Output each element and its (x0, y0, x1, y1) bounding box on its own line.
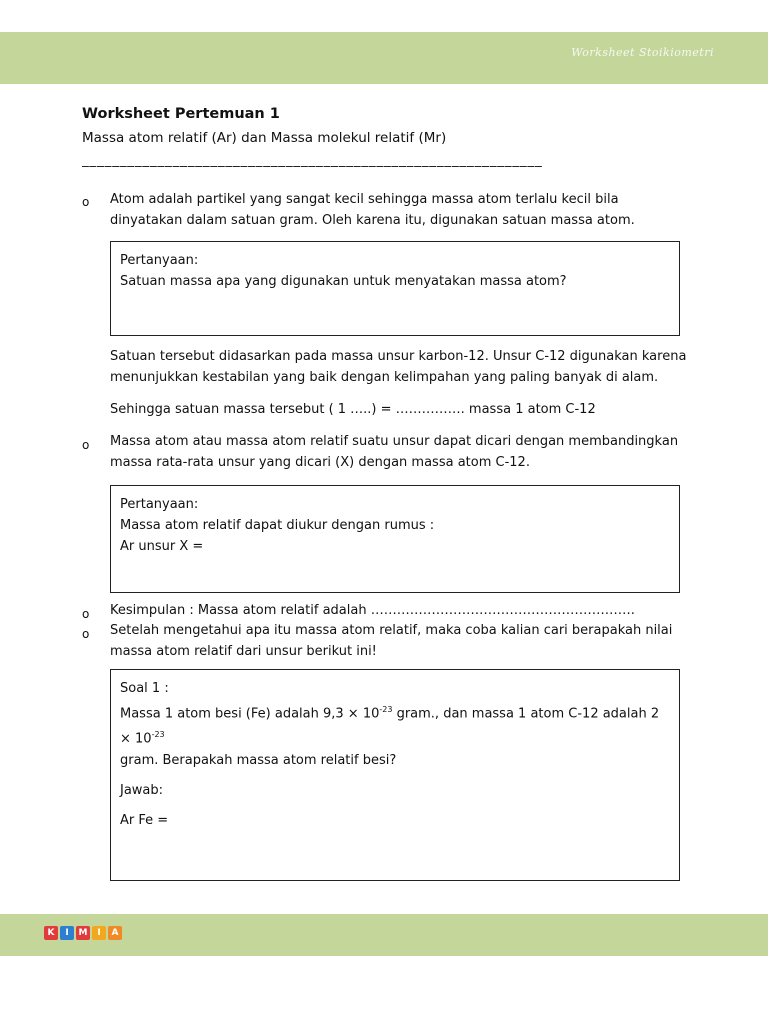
question-box-1-question: Satuan massa apa yang digunakan untuk menyatakan massa atom? (120, 274, 567, 289)
logo-letter: A (108, 926, 122, 940)
exponent-2: -23 (151, 730, 165, 740)
section4-text: Setelah mengetahui apa itu massa atom relatif, maka coba kalian cari berapakah nilai massa atom relatif dari unsur berikut ini! (110, 623, 673, 659)
kimia-logo (44, 926, 122, 940)
separator-line: _____________________________________________________________ (82, 152, 543, 168)
problem-line2: gram. Berapakah massa atom relatif besi? (120, 752, 397, 768)
conclusion-text: Kesimpulan : Massa atom relatif adalah ……………………………………………………. (110, 603, 635, 618)
question-box-2-line2: Ar unsur X = (120, 539, 204, 554)
answer-label: Jawab: (120, 782, 164, 798)
bullet-1: o (82, 195, 90, 209)
page-title: Worksheet Pertemuan 1 (82, 106, 280, 122)
question-box-1 (110, 241, 680, 336)
problem-box-1 (110, 669, 680, 881)
logo-letter: I (60, 926, 74, 940)
section1-explanation: Satuan tersebut didasarkan pada massa unsur karbon-12. Unsur C-12 digunakan karena menunjukkan kestabilan yang baik dengan kelimpahan yang paling banyak di alam. (110, 349, 687, 385)
question-box-2-label: Pertanyaan: (120, 497, 199, 512)
answer-line: Ar Fe = (120, 812, 169, 828)
question-box-1-label: Pertanyaan: (120, 253, 199, 268)
logo-letter: M (76, 926, 90, 940)
page-subtitle: Massa atom relatif (Ar) dan Massa molekul relatif (Mr) (82, 130, 447, 146)
problem-line1 (120, 699, 670, 750)
question-box-2 (110, 485, 680, 593)
bullet-2: o (82, 438, 90, 452)
exponent-1: -23 (379, 705, 393, 714)
section1-text: Atom adalah partikel yang sangat kecil sehingga massa atom terlalu kecil bila dinyatakan dalam satuan gram. Oleh karena itu, digunakan satuan massa atom. (110, 192, 635, 228)
bullet-4: o (82, 627, 90, 641)
logo-letter: K (44, 926, 58, 940)
question-box-2-line1: Massa atom relatif dapat diukur dengan rumus : (120, 518, 435, 533)
problem-line1-a: Massa 1 atom besi (Fe) adalah 9,3 × 10 (120, 706, 380, 722)
section1-fill-blank: Sehingga satuan massa tersebut ( 1 …..) = ……………. massa 1 atom C-12 (110, 402, 596, 417)
problem-line1-b: gram., dan massa 1 atom C-12 adalah 2 × 10 (120, 706, 660, 747)
logo-letter: I (92, 926, 106, 940)
header-script-title: Worksheet Stoikiometri (571, 46, 714, 59)
bullet-3: o (82, 607, 90, 621)
problem-label: Soal 1 : (120, 681, 169, 696)
section2-text: Massa atom atau massa atom relatif suatu unsur dapat dicari dengan membandingkan massa rata-rata unsur yang dicari (X) dengan massa atom C-12. (110, 434, 679, 470)
